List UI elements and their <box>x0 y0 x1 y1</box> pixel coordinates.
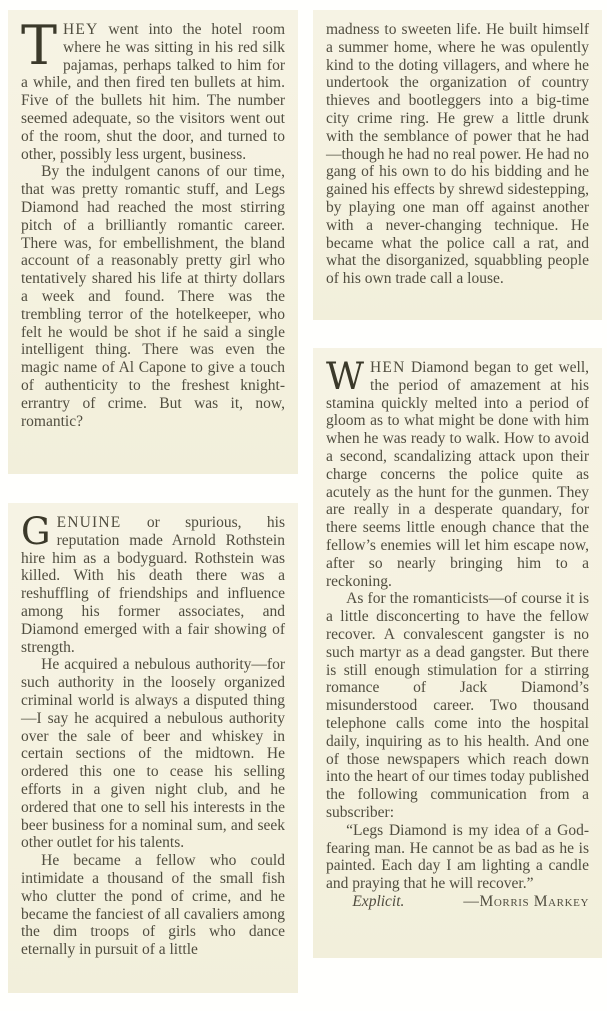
paragraph: He acquired a nebulous authority—for such authority in the loosely organized criminal world is always a disputed thing—I say he acquired a nebulous authority over the sale of beer and whiskey in certain sections of the midtown. He ordered this one to cease his selling efforts in a given night club, and he ordered that one to sell his interests in the beer business for a nominal sum, and seek other outlet for his talents. <box>21 656 285 852</box>
drop-cap-w: W <box>326 355 365 398</box>
drop-cap-t: T <box>21 14 58 77</box>
lead-word: ENUINE <box>56 514 122 531</box>
lead-word: HEY <box>63 21 99 38</box>
lead-word: HEN <box>370 359 406 376</box>
paragraph: He became a fellow who could intimidate a thousand of the small fish who clutter the pond of crime, and he became the fanciest of all cavaliers among the dim troops of girls who dance eternally in pursuit of a little <box>21 852 285 959</box>
signature-row <box>326 893 589 911</box>
paragraph: As for the romanticists—of course it is a little disconcerting to have the fellow recover. A convalescent gangster is no such martyr as a dead gangster. But there is still enough stimulation for a stirring romance of Jack Diamond’s misunderstood career. Two thousand telephone calls come into the hospital daily, inquiring as to his health. And one of those newspapers which reach down into the heart of our times today published the following communication from a subscriber: <box>326 590 590 821</box>
paragraph <box>21 510 285 656</box>
article-block-when <box>313 348 602 958</box>
author-byline: —Morris Markey <box>463 892 589 910</box>
paragraph-text: went into the hotel room where he was sitting in his red silk pajamas, perhaps talked to him for a while, and then fired ten bullets at him. Five of the bullets hit him. The number seemed adequate, so the visitors went out of the room, shut the door, and turned to other, possibly less urgent, business. <box>21 21 285 163</box>
drop-cap-g: G <box>21 510 51 553</box>
paragraph <box>326 355 589 590</box>
paragraph-text: or spurious, his reputation made Arnold Rothstein hire him as a bodyguard. Rothstein was killed. With his death there was a reshuffling of friendships and influence among his former associates, and Diamond emerged with a fair showing of strength. <box>21 514 285 656</box>
paragraph: By the indulgent canons of our time, that was pretty romantic stuff, and Legs Diamond had reached the most stirring pitch of a brilliantly romantic career. There was, for embellishment, the bland account of a reasonably pretty girl who tentatively shared his life at thirty dollars a week and found. There was the trembling terror of the hotelkeeper, who felt he would be shot if he said a single intelligent thing. There was even the magic name of Al Capone to give a touch of authenticity to the freshest knight-errantry of crime. But was it, now, romantic? <box>21 163 285 430</box>
article-block-they <box>8 10 298 474</box>
paragraph <box>21 14 285 163</box>
paragraph-text: Diamond began to get well, the period of amazement at his stamina quickly melted into a period of gloom as to what might be done with him when he was ready to walk. How to avoid a second, scandalizing attack upon their charge concerns the police quite as acutely as the hunt for the gunmen. They are really in a desperate quandary, for there seems little enough chance that the fellow’s enemies will let him escape now, after so nearly bringing him to a reckoning. <box>326 359 589 590</box>
article-block-genuine <box>8 503 298 993</box>
article-block-continuation <box>313 10 602 320</box>
paragraph: “Legs Diamond is my idea of a God-fearing man. He cannot be as bad as he is painted. Each day I am lighting a candle and praying that he will recover.” <box>326 821 589 893</box>
paragraph: madness to sweeten life. He built himself a summer home, where he was opulently kind to the doting villagers, and where he undertook the organization of country thieves and bootleggers into a big-time city crime ring. He grew a little drunk with the semblance of power that he had—though he had no real power. He had no gang of his own to do his bidding and he gained his effects by shrewd sidestepping, by playing one man off against another with a never-changing technique. He became what the police call a rat, and what the disorganized, squabbling people of his own trade call a louse. <box>326 21 590 288</box>
explicit-label: Explicit. <box>352 892 405 910</box>
